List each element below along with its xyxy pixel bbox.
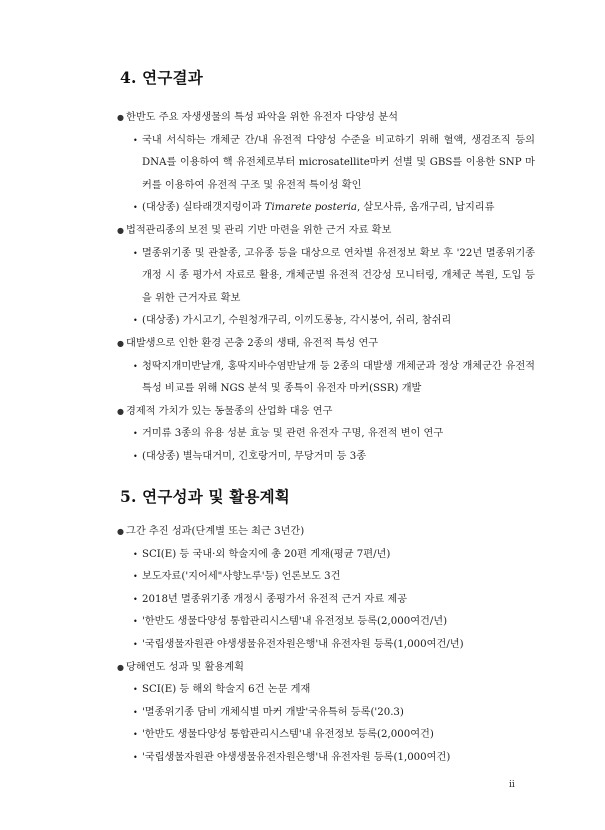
bullet-icon: • (133, 361, 138, 371)
list-item: • 거미류 3종의 유용 성분 효능 및 관련 유전자 구명, 유전적 변이 연구 (117, 423, 535, 446)
section-4-body (117, 107, 535, 469)
bullet-icon: • (133, 707, 138, 717)
list-item: • (대상종) 가시고기, 수원청개구리, 이끼도롱뇽, 각시붕어, 쉬리, 참쉬리 (117, 310, 535, 333)
list-item: • '한반도 생물다양성 통합관리시스템'내 유전정보 등록(2,000여건/년) (117, 611, 535, 634)
list-item: • 2018년 멸종위기종 개정시 종평가서 유전적 근거 자료 제공 (117, 589, 535, 612)
list-item: ● 법적관리종의 보전 및 관리 기반 마련을 위한 근거 자료 확보 (117, 220, 535, 243)
bullet-icon: ● (117, 662, 124, 672)
bullet-icon: • (133, 451, 138, 461)
species-name: Timarete posteria (264, 202, 357, 214)
list-item: ● 그간 추진 성과(단계별 또는 최근 3년간) (117, 521, 535, 544)
section-4-title: 4. 연구결과 (120, 68, 203, 87)
list-item: • 보도자료('지어세"사향노루'등) 언론보도 3건 (117, 566, 535, 589)
section-5-title: 5. 연구성과 및 활용계획 (120, 487, 290, 506)
list-item: • '멸종위기종 담비 개체식별 마커 개발'국유특허 등록('20.3) (117, 702, 535, 725)
bullet-icon: • (133, 549, 138, 559)
list-item: • '국립생물자원관 야생생물유전자원은행'내 유전자원 등록(1,000여건) (117, 747, 535, 770)
list-item: • '한반도 생물다양성 통합관리시스템'내 유전정보 등록(2,000여건) (117, 724, 535, 747)
bullet-icon: • (133, 429, 138, 439)
bullet-icon: • (133, 572, 138, 582)
list-item: • '국립생물자원관 야생생물유전자원은행'내 유전자원 등록(1,000여건/년) (117, 634, 535, 657)
list-item: • SCI(E) 등 국내·외 학술지에 총 20편 게재(평균 7편/년) (117, 544, 535, 567)
section-5-body (117, 521, 535, 770)
bullet-icon: • (133, 203, 138, 213)
bullet-icon: • (133, 639, 138, 649)
list-item: • 멸종위기종 및 관찰종, 고유종 등을 대상으로 연차별 유전정보 확보 후 '22년 멸종위기종 개정 시 종 평가서 자료로 활용, 개체군별 유전적 건강성 모니터링, 개체군 복원, 도입 등을 위한 근거자료 확보 (117, 243, 535, 311)
bullet-icon: • (133, 316, 138, 326)
list-item: • SCI(E) 등 해외 학술지 6건 논문 게재 (117, 679, 535, 702)
bullet-icon: • (133, 730, 138, 740)
list-item: • (대상종) 실타래갯지렁이과 Timarete posteria, 살모사류, 옴개구리, 납지리류 (117, 197, 535, 220)
bullet-icon: • (133, 752, 138, 762)
list-item: • 국내 서식하는 개체군 간/내 유전적 다양성 수준을 비교하기 위해 혈액, 생검조직 등의 DNA를 이용하여 핵 유전체로부터 microsatellite마커 선별 및 GBS를 이용한 SNP 마커를 이용하여 유전적 구조 및 유전적 특이성 확인 (117, 130, 535, 198)
bullet-icon: ● (117, 406, 124, 416)
bullet-icon: • (133, 248, 138, 258)
list-item: ● 대발생으로 인한 환경 곤충 2종의 생태, 유전적 특성 연구 (117, 333, 535, 356)
bullet-icon: ● (117, 338, 124, 348)
bullet-icon: • (133, 135, 138, 145)
list-item: ● 당해연도 성과 및 활용계획 (117, 657, 535, 680)
bullet-icon: ● (117, 113, 124, 122)
list-item: ● 경제적 가치가 있는 동물종의 산업화 대응 연구 (117, 401, 535, 424)
list-item: ● 한반도 주요 자생생물의 특성 파악을 위한 유전자 다양성 분석 (117, 107, 535, 130)
bullet-icon: • (133, 685, 138, 695)
bullet-icon: ● (117, 527, 124, 536)
list-item: • 청딱지개미반날개, 홍딱지바수염반날개 등 2종의 대발생 개체군과 정상 개체군간 유전적 특성 비교를 위해 NGS 분석 및 종특이 유전자 마커(SSR) 개발 (117, 356, 535, 401)
page-number: ii (509, 780, 515, 790)
bullet-icon: • (133, 617, 138, 627)
list-item: • (대상종) 별늑대거미, 긴호랑거미, 무당거미 등 3종 (117, 446, 535, 469)
bullet-icon: ● (117, 225, 124, 235)
bullet-icon: • (133, 594, 138, 604)
